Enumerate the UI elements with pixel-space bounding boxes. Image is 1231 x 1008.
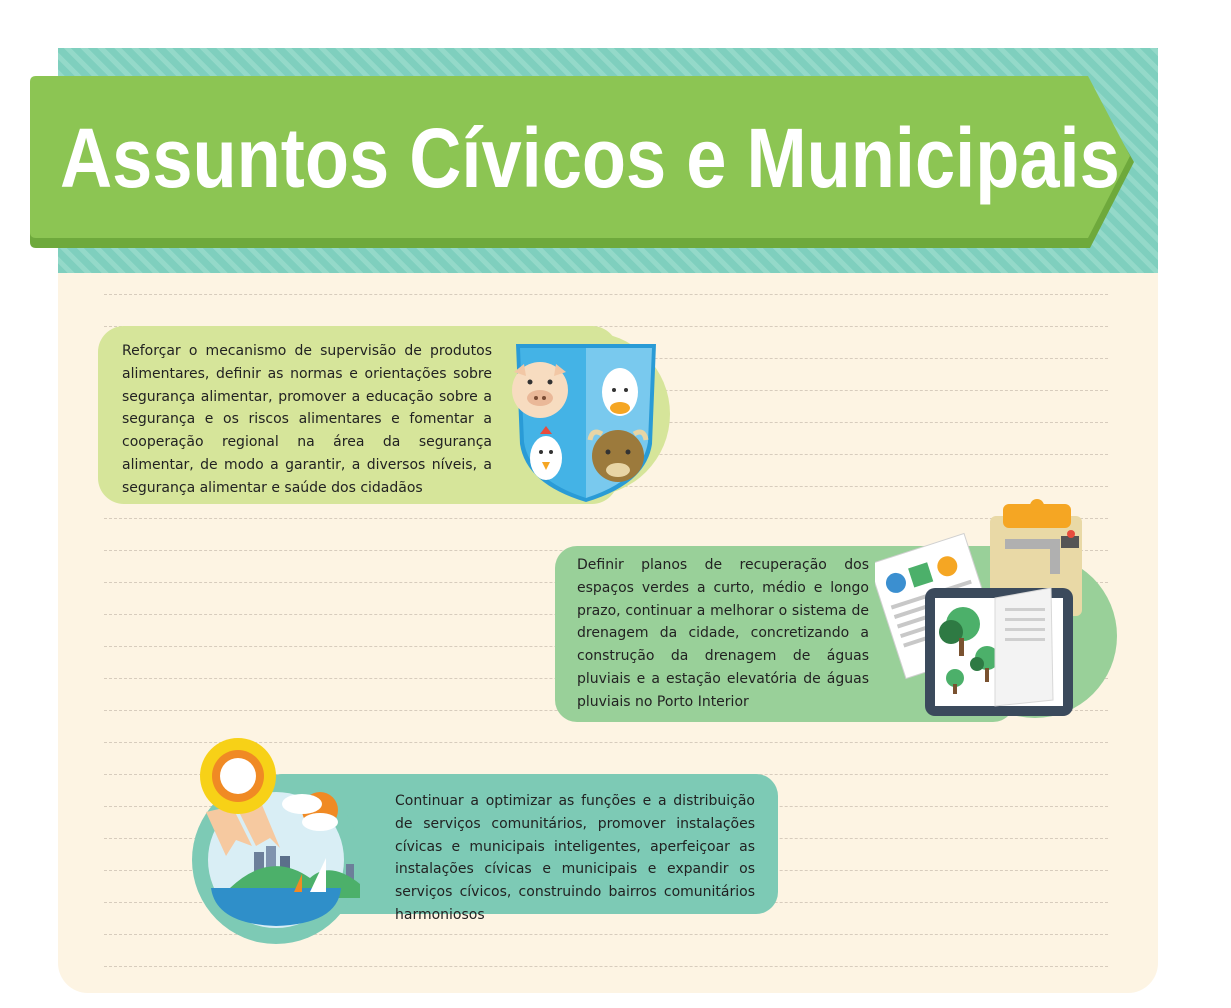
food-safety-card: [98, 316, 678, 516]
drainage-text: Definir planos de recuperação dos espaços verdes a curto, médio e longo prazo, continuar a melhorar o sistema de drenagem da cidade, concretizando a construção da drenagem de águas pluviais e a estação elevatória de águas pluviais no Porto Interior: [577, 557, 869, 710]
community-services-card: [170, 728, 780, 944]
food-safety-text: Reforçar o mecanismo de supervisão de produtos alimentares, definir as normas e orientações sobre segurança alimentar, promover a educação sobre a segurança e os riscos alimentares e fomentar a cooperação regional na área da segurança alimentar, de modo a garantir, a diversos níveis, a segurança alimentar e saúde dos cidadãos: [122, 343, 492, 496]
city-award-ribbon-icon: [170, 728, 370, 938]
urban-planning-documents-icon: [875, 496, 1095, 721]
food-safety-shield-icon: [506, 334, 666, 504]
divider: [104, 966, 1108, 967]
drainage-card: [555, 496, 1120, 736]
community-services-text: Continuar a optimizar as funções e a distribuição de serviços comunitários, promover instalações cívicas e municipais inteligentes, aperfeiçoar as instalações cívicas e municipais e expandir os serviços cívicos, construindo bairros comunitários harmoniosos: [395, 793, 755, 923]
divider: [104, 294, 1108, 295]
page-title: Assuntos Cívicos e Municipais: [60, 111, 1120, 205]
